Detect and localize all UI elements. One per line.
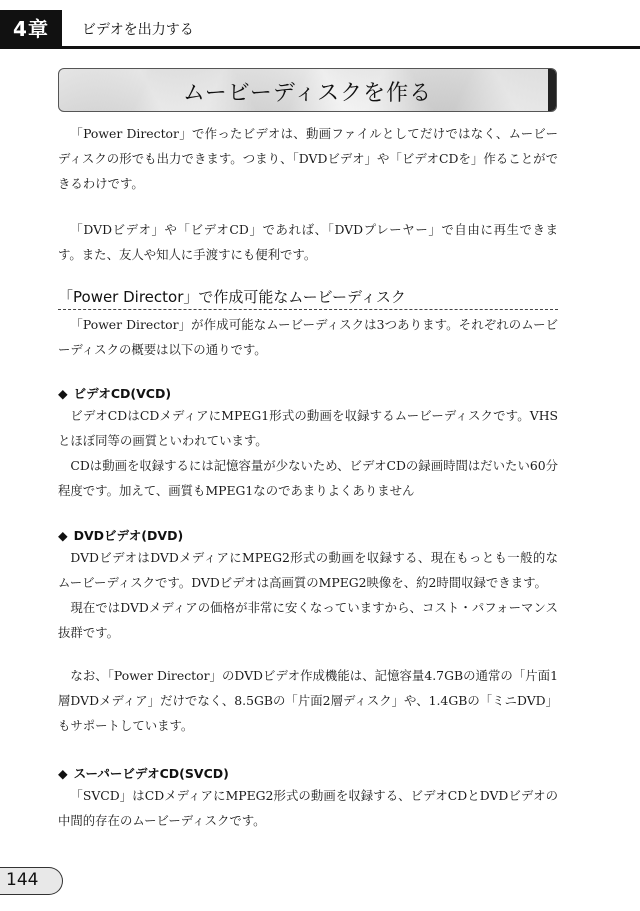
subheading-svcd-label: スーパービデオCD(SVCD) (73, 766, 229, 781)
section-heading: 「Power Director」で作成可能なムービーディスク (58, 288, 406, 306)
banner-end-cap (548, 69, 556, 111)
intro-paragraph-1: 「Power Director」で作ったビデオは、動画ファイルとしてだけではなく、ムービーディスクの形でも出力できます。つまり、「DVDビデオ」や「ビデオCDを」作ることができるわけです。 (58, 126, 558, 191)
subheading-dvd (58, 526, 183, 544)
section-title-banner (58, 68, 557, 112)
section-dashed-rule (58, 309, 558, 310)
diamond-bullet-icon: ◆ (58, 766, 68, 781)
svcd-paragraph-1: 「SVCD」はCDメディアにMPEG2形式の動画を収録する、ビデオCDとDVDビデオの中間的存在のムービーディスクです。 (58, 788, 558, 828)
running-header-title: ビデオを出力する (82, 22, 194, 38)
chapter-badge: 4章 (0, 10, 62, 48)
subheading-vcd-label: ビデオCD(VCD) (73, 386, 172, 401)
vcd-paragraph-2: CDは動画を収録するには記憶容量が少ないため、ビデオCDの録画時間はだいたい60分程度です。加えて、画質もMPEG1なのであまりよくありません (58, 458, 558, 498)
diamond-bullet-icon: ◆ (58, 386, 68, 401)
header-rule (0, 46, 640, 49)
diamond-bullet-icon: ◆ (58, 528, 68, 543)
subheading-dvd-label: DVDビデオ(DVD) (73, 528, 184, 543)
subheading-svcd (58, 764, 229, 782)
page-number: 144 (6, 870, 39, 890)
page-title: ムービーディスクを作る (182, 81, 433, 106)
dvd-paragraph-1: DVDビデオはDVDメディアにMPEG2形式の動画を収録する、現在もっとも一般的なムービーディスクです。DVDビデオは高画質のMPEG2映像を、約2時間収録できます。 (58, 550, 558, 590)
dvd-paragraph-3: なお、「Power Director」のDVDビデオ作成機能は、記憶容量4.7GBの通常の「片面1層DVDメディア」だけでなく、8.5GBの「片面2層ディスク」や、1.4GBの「ミニDVD」もサポートしています。 (58, 668, 558, 733)
vcd-paragraph-1: ビデオCDはCDメディアにMPEG1形式の動画を収録するムービーディスクです。VHSとほぼ同等の画質といわれています。 (58, 408, 558, 448)
intro-paragraph-2: 「DVDビデオ」や「ビデオCD」であれば、「DVDプレーヤー」で自由に再生できます。また、友人や知人に手渡すにも便利です。 (58, 222, 558, 262)
page-number-tab (0, 867, 63, 895)
dvd-paragraph-2: 現在ではDVDメディアの価格が非常に安くなっていますから、コスト・パフォーマンス抜群です。 (58, 600, 558, 640)
section-lead-paragraph: 「Power Director」が作成可能なムービーディスクは3つあります。それぞれのムービーディスクの概要は以下の通りです。 (58, 317, 558, 357)
subheading-vcd (58, 384, 171, 402)
